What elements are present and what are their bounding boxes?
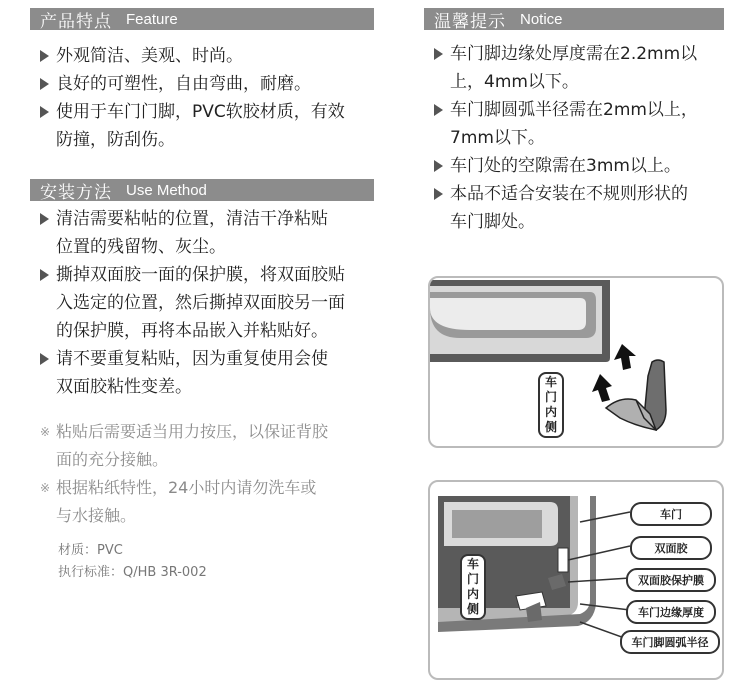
door-inner-label: 车 门 内 侧 xyxy=(460,554,486,620)
list-item: 车门脚边缘处厚度需在2.2mm以 上，4mm以下。 xyxy=(432,40,742,96)
door-inner-label: 车 门 内 侧 xyxy=(538,372,564,438)
list-item: 车门脚圆弧半径需在2mm以上， 7mm以下。 xyxy=(432,96,742,152)
callout-edge-thickness: 车门边缘厚度 xyxy=(626,600,716,624)
structure-diagram xyxy=(428,480,724,680)
arrow-icon xyxy=(40,78,49,90)
note-item: ※ 根据粘纸特性，24小时内请勿洗车或 与水接触。 xyxy=(40,474,380,530)
list-item: 撕掉双面胶一面的保护膜，将双面胶贴 入选定的位置，然后撕掉双面胶另一面 的保护膜，再将本品嵌入并粘贴好。 xyxy=(38,261,378,345)
list-item: 车门处的空隙需在3mm以上。 xyxy=(432,152,742,180)
notes-list xyxy=(40,418,380,530)
door-illustration xyxy=(430,278,722,446)
notice-title-en: Notice xyxy=(520,10,563,28)
feature-title-cn: 产品特点 xyxy=(40,11,112,32)
callout-door: 车门 xyxy=(630,502,712,526)
notice-title-cn: 温馨提示 xyxy=(434,11,506,32)
standard-text: 执行标准：Q/HB 3R-002 xyxy=(58,565,207,580)
list-item: 请不要重复粘贴，因为重复使用会使 双面胶粘性变差。 xyxy=(38,345,378,401)
note-item: ※ 粘贴后需要适当用力按压，以保证背胶 面的充分接触。 xyxy=(40,418,380,474)
arrow-icon xyxy=(40,106,49,118)
install-diagram xyxy=(428,276,724,448)
list-item: 本品不适合安装在不规则形状的 车门脚处。 xyxy=(432,180,742,236)
list-item: 外观简洁、美观、时尚。 xyxy=(38,42,378,70)
list-item: 使用于车门门脚，PVC软胶材质，有效 防撞，防刮伤。 xyxy=(38,98,378,154)
arrow-icon xyxy=(40,353,49,365)
asterisk-icon: ※ xyxy=(40,425,51,439)
arrow-icon xyxy=(40,269,49,281)
material-text: 材质：PVC xyxy=(58,543,123,558)
method-header xyxy=(30,179,374,201)
spec-info xyxy=(58,540,207,584)
arrow-icon xyxy=(434,188,443,200)
arrow-icon xyxy=(40,50,49,62)
arrow-icon xyxy=(434,160,443,172)
list-item: 良好的可塑性，自由弯曲，耐磨。 xyxy=(38,70,378,98)
notice-list xyxy=(432,40,742,236)
method-list xyxy=(38,205,378,401)
feature-list xyxy=(38,42,378,154)
feature-header xyxy=(30,8,374,30)
method-title-cn: 安装方法 xyxy=(40,182,112,203)
callout-arc-radius: 车门脚圆弧半径 xyxy=(620,630,720,654)
callout-double-tape: 双面胶 xyxy=(630,536,712,560)
notice-header xyxy=(424,8,724,30)
arrow-icon xyxy=(434,104,443,116)
arrow-icon xyxy=(434,48,443,60)
method-title-en: Use Method xyxy=(126,181,207,199)
asterisk-icon: ※ xyxy=(40,481,51,495)
list-item: 清洁需要粘帖的位置，清洁干净粘贴 位置的残留物、灰尘。 xyxy=(38,205,378,261)
callout-tape-liner: 双面胶保护膜 xyxy=(626,568,716,592)
feature-title-en: Feature xyxy=(126,10,178,28)
door-guard-part-icon xyxy=(606,360,666,430)
arrow-icon xyxy=(40,213,49,225)
